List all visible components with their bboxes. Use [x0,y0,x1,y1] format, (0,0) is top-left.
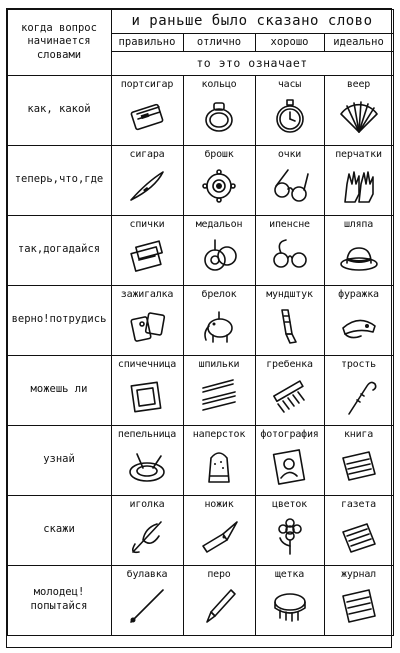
item-label: цветок [272,498,307,510]
item-cell [324,565,394,636]
photograph-icon [268,444,312,488]
pince-nez-icon [268,234,312,278]
row-label: как, какой [7,75,112,146]
magazine-icon [337,584,381,628]
item-label: медальон [195,218,243,230]
glasses-icon [268,164,312,208]
item-label: журнал [341,568,376,580]
question-caption-cell [7,9,112,76]
row-label: теперь,что,где [7,145,112,216]
item-label: портсигар [120,78,174,90]
item-label: перчатки [335,148,382,160]
item-label: фуражка [338,288,379,300]
brush-icon [268,584,312,628]
item-label: щетка [274,568,305,580]
row-label: так,догадайся [7,215,112,286]
lighter-icon [125,304,169,348]
column-header-otlichno: отлично [183,33,256,52]
hat-icon [337,234,381,278]
item-label: мундштук [266,288,313,300]
item-label: зажигалка [120,288,174,300]
item-label: пепельница [117,428,177,440]
item-cell [255,75,325,146]
item-cell [111,425,184,496]
row-label: скажи [7,495,112,566]
item-cell [111,355,184,426]
thimble-icon [197,444,241,488]
item-cell [324,425,394,496]
question-caption: когда вопрос начинается словами [21,22,97,61]
item-cell [324,355,394,426]
gloves-icon [337,164,381,208]
item-label: книга [343,428,374,440]
item-label: булавка [126,568,168,580]
pocket-watch-icon [268,94,312,138]
item-label: перо [207,568,231,580]
item-label: фотография [260,428,319,440]
row-label: узнай [7,425,112,496]
cigar-icon [125,164,169,208]
item-label: газета [341,498,376,510]
item-cell [324,285,394,356]
elephant-charm-icon [197,304,241,348]
item-label: ипенсне [269,218,310,230]
code-table [6,8,392,648]
item-cell [255,495,325,566]
item-label: иголка [129,498,165,510]
item-label: часы [277,78,302,90]
medallion-icon [197,234,241,278]
item-cell [255,145,325,216]
item-cell [324,495,394,566]
item-cell [324,145,394,216]
pocket-knife-icon [197,514,241,558]
matches-icon [125,234,169,278]
item-cell [255,565,325,636]
cap-icon [337,304,381,348]
item-label: очки [277,148,302,160]
item-label: кольцо [201,78,237,90]
item-cell [324,215,394,286]
item-cell [111,215,184,286]
row-label: верно!потрудись [7,285,112,356]
item-cell [183,495,256,566]
item-cell [183,355,256,426]
item-cell [183,75,256,146]
item-label: шляпа [343,218,374,230]
item-cell [255,285,325,356]
column-header-pravilno: правильно [111,33,184,52]
item-label: шпильки [198,358,240,370]
brooch-icon [197,164,241,208]
table-title: и раньше было сказано слово [111,9,394,34]
ring-icon [197,94,241,138]
fan-icon [337,94,381,138]
item-cell [255,215,325,286]
item-cell [255,355,325,426]
hairpins-icon [197,374,241,418]
item-label: ножик [204,498,234,510]
cigarette-case-icon [125,94,169,138]
means-caption: то это означает [111,51,394,76]
column-header-idealno: идеально [324,33,394,52]
newspaper-icon [337,514,381,558]
book-icon [337,444,381,488]
flower-icon [268,514,312,558]
ashtray-icon [125,444,169,488]
item-cell [183,565,256,636]
row-label: можешь ли [7,355,112,426]
item-cell [111,145,184,216]
row-label: молодец! попытайся [7,565,112,636]
item-cell [183,145,256,216]
pin-icon [125,584,169,628]
item-cell [183,285,256,356]
item-cell [111,285,184,356]
pen-nib-icon [197,584,241,628]
item-cell [111,495,184,566]
cane-icon [337,374,381,418]
item-cell [324,75,394,146]
comb-icon [268,374,312,418]
item-cell [255,425,325,496]
cigarette-holder-icon [268,304,312,348]
item-label: брелок [201,288,237,300]
item-label: наперсток [192,428,246,440]
item-cell [111,75,184,146]
column-header-khorosho: хорошо [255,33,325,52]
item-label: сигара [129,148,165,160]
item-label: спички [129,218,165,230]
item-label: брошк [204,148,234,160]
item-label: трость [341,358,376,370]
item-cell [111,565,184,636]
item-label: спичечница [117,358,177,370]
item-cell [183,215,256,286]
item-label: гребенка [266,358,313,370]
needle-icon [125,514,169,558]
item-cell [183,425,256,496]
item-label: веер [346,78,371,90]
matchbox-icon [125,374,169,418]
